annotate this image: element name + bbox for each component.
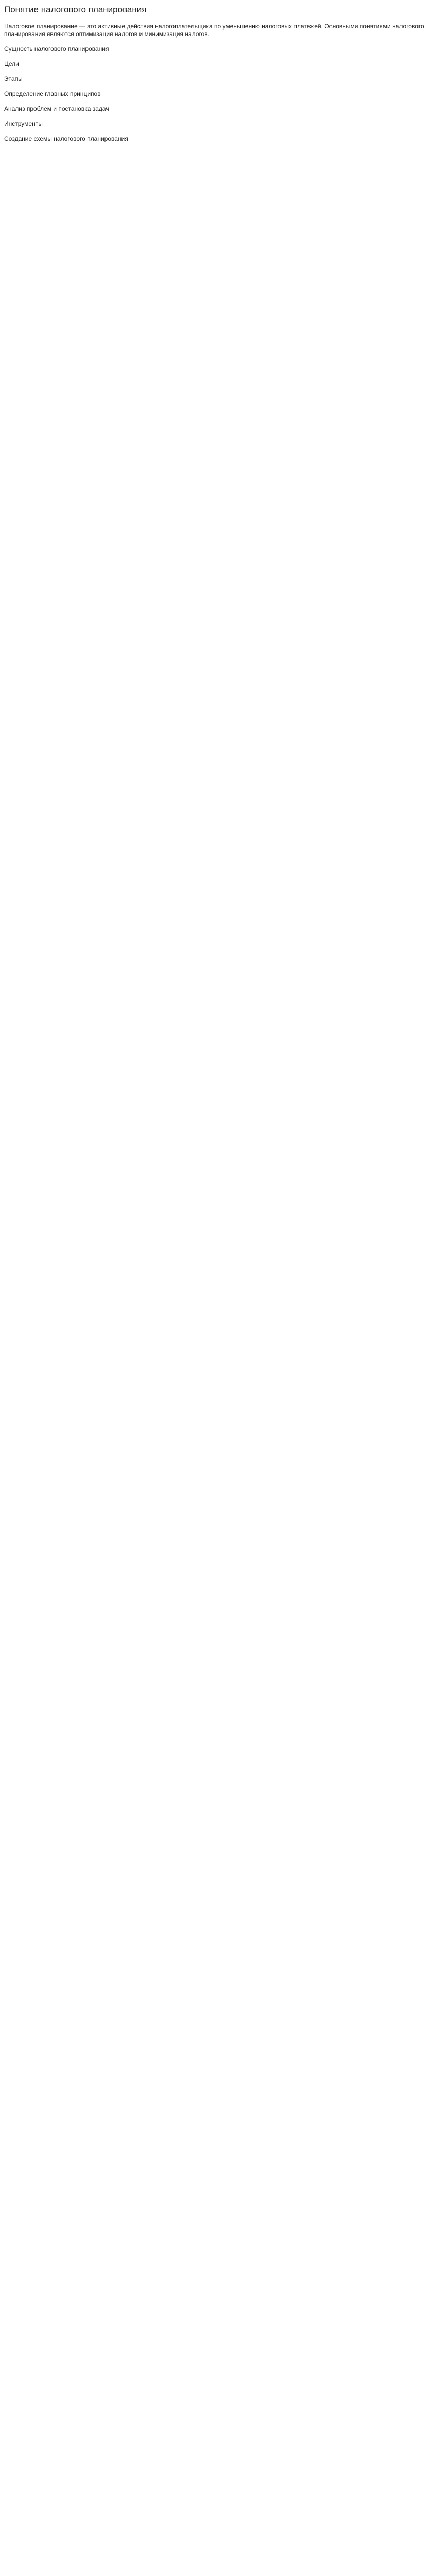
article-page <box>0 0 436 143</box>
section-heading: Определение главных принципов <box>4 90 101 97</box>
section-heading: Анализ проблем и постановка задач <box>4 105 109 112</box>
section-heading: Создание схемы налогового планирования <box>4 135 128 142</box>
article-title: Понятие налогового планирования <box>4 5 147 14</box>
section-heading: Сущность налогового планирования <box>4 45 109 53</box>
article-body <box>4 23 430 143</box>
section-heading: Инструменты <box>4 120 43 127</box>
article-paragraph: Налоговое планирование — это активные действия налогоплательщика по уменьшению налоговых платежей. Основными понятиями налогового планирования являются оптимизация налогов и минимизация налогов. <box>4 23 424 38</box>
section-heading: Этапы <box>4 75 23 82</box>
section-heading: Цели <box>4 60 19 67</box>
